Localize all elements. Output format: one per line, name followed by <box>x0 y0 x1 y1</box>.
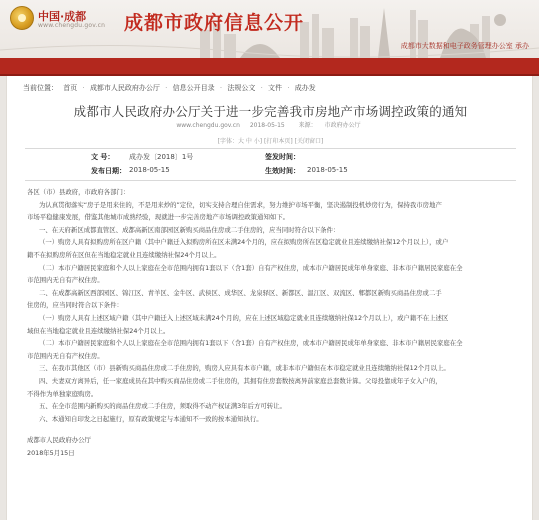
effective-date-value: 2018-05-15 <box>307 166 348 174</box>
breadcrumb-item-chengbanfa[interactable]: 成办发 <box>294 84 316 92</box>
body-paragraph: 籍不在拟购房所在区但在当地稳定就业且连续缴纳社保24个月以上。 <box>27 250 221 259</box>
sponsor-text: 成都市大数据和电子政务管理办公室 承办 <box>400 42 529 50</box>
document-meta <box>7 120 534 129</box>
breadcrumb-separator: · <box>287 84 290 92</box>
body-paragraph: 六、本通知自印发之日起施行，原有政策规定与本通知不一致的按本通知执行。 <box>39 414 263 423</box>
meta-source-label: 来源： <box>298 122 317 129</box>
breadcrumb-item-home[interactable]: 首页 <box>63 84 78 92</box>
meta-site: www.chengdu.gov.cn <box>176 122 240 129</box>
body-paragraph: 一、在天府新区成都直管区、成都高新区南部园区新购买商品住房或二手住房的，应当同时符合以下条件： <box>39 225 340 234</box>
meta-date: 2018-05-15 <box>249 122 285 129</box>
body-paragraph: （一）购房人具有上述区域户籍（其中户籍迁入上述区域未满24个月的，应在上述区域稳定就业且连续缴纳社保12个月以上），或户籍不在上述区 <box>39 313 449 322</box>
breadcrumb-prefix: 当前位置： <box>23 84 58 92</box>
body-paragraph: 三、在我市其他区（市）县新购买商品住房或二手住房的，购房人应具有本市户籍，或非本市户籍但在本市稳定就业且连续缴纳社保12个月以上。 <box>39 364 450 373</box>
breadcrumb-item-office[interactable]: 成都市人民政府办公厅 <box>89 84 160 92</box>
breadcrumb-item-regulations[interactable]: 法规公文 <box>227 84 256 92</box>
breadcrumb-item-files[interactable]: 文件 <box>268 84 283 92</box>
body-paragraph: 市范围内无自有产权住房。 <box>27 351 104 360</box>
body-paragraph: 市场平稳健康发展，借鉴其他城市成熟经验，现就进一步完善房地产市场调控政策通知如下。 <box>27 213 290 222</box>
document-title: 成都市人民政府办公厅关于进一步完善我市房地产市场调控政策的通知 <box>73 104 468 119</box>
brand-name: 中国·成都 <box>38 10 87 23</box>
effective-date-label: 生效时间： <box>265 167 300 175</box>
doc-number-value: 成办发〔2018〕1号 <box>129 153 194 161</box>
body-paragraph: 市范围内无自有产权住房。 <box>27 276 104 285</box>
body-paragraph: 住房的，应当同时符合以下条件： <box>27 301 123 310</box>
signature-date: 2018年5月15日 <box>27 448 75 457</box>
doc-number-label: 文 号： <box>91 153 115 161</box>
body-paragraph: 为认真贯彻落实“房子是用来住的，不是用来炒的”定位，切实支持合理自住需求，努力维护市场平衡，坚决遏制投机炒房行为，保持我市房地产 <box>39 200 442 209</box>
body-paragraph: （一）购房人具有拟购房所在区户籍（其中户籍迁入拟购房所在区未满24个月的，应在拟购房所在区稳定就业且连续缴纳社保12个月以上），或户 <box>39 238 449 247</box>
breadcrumb-separator: · <box>219 84 223 92</box>
document-options[interactable]: [字体：大 中 小] [打印本页] [关闭窗口] <box>217 138 324 145</box>
body-paragraph: 域但在当地稳定就业且连续缴纳社保24个月以上。 <box>27 326 170 335</box>
meta-source: 市政府办公厅 <box>324 122 361 129</box>
document-body <box>27 186 517 459</box>
body-paragraph: 五、在全市范围内新购买的商品住房或二手住房，须取得不动产权证满3年后方可转让。 <box>39 402 286 411</box>
site-title[interactable]: 成都市政府信息公开 <box>124 12 305 34</box>
breadcrumb-item-catalog[interactable]: 信息公开目录 <box>172 84 215 92</box>
document-panel <box>6 76 533 520</box>
body-paragraph: （二）本市户籍居民家庭和个人以上家庭在全市范围内拥有1套以下（含1套）自有产权住房，成本市户籍居民成年单身家庭、非本市户籍居民家庭在全 <box>39 263 463 272</box>
site-banner <box>0 0 539 58</box>
body-paragraph: 二、在成都高新区西部园区、锦江区、青羊区、金牛区、武侯区、成华区、龙泉驿区、新都区、温江区、双流区、郫都区新购买商品住房或二手 <box>39 288 442 297</box>
chengdu-logo-icon[interactable] <box>10 6 34 30</box>
body-paragraph: 各区（市）县政府，市政府各部门： <box>27 188 130 196</box>
body-paragraph: 四、夫妻双方离异后，任一家庭成员在其中购买商品住房或二手住房的，其拥有住房套数按离异前家庭总套数计算。父母投靠成年子女入户的， <box>39 376 442 385</box>
breadcrumb-separator: · <box>82 84 85 92</box>
nav-strip <box>0 58 539 76</box>
body-paragraph: 不得作为单独家庭购房。 <box>27 389 98 398</box>
breadcrumb-separator: · <box>260 84 263 92</box>
publish-date-label: 发布日期： <box>91 167 126 175</box>
brand-url: www.chengdu.gov.cn <box>38 22 106 29</box>
divider <box>25 148 516 149</box>
breadcrumb <box>23 83 319 93</box>
breadcrumb-separator: · <box>165 84 168 92</box>
sign-date-label: 签发时间： <box>265 153 300 161</box>
divider <box>25 180 516 181</box>
body-paragraph: （二）本市户籍居民家庭和个人以上家庭在全市范围内拥有1套以下（含1套）自有产权住房，或本市户籍居民成年单身家庭、非本市户籍居民家庭在全 <box>39 339 463 348</box>
publish-date-value: 2018-05-15 <box>129 166 170 174</box>
signature-org: 成都市人民政府办公厅 <box>27 436 91 445</box>
